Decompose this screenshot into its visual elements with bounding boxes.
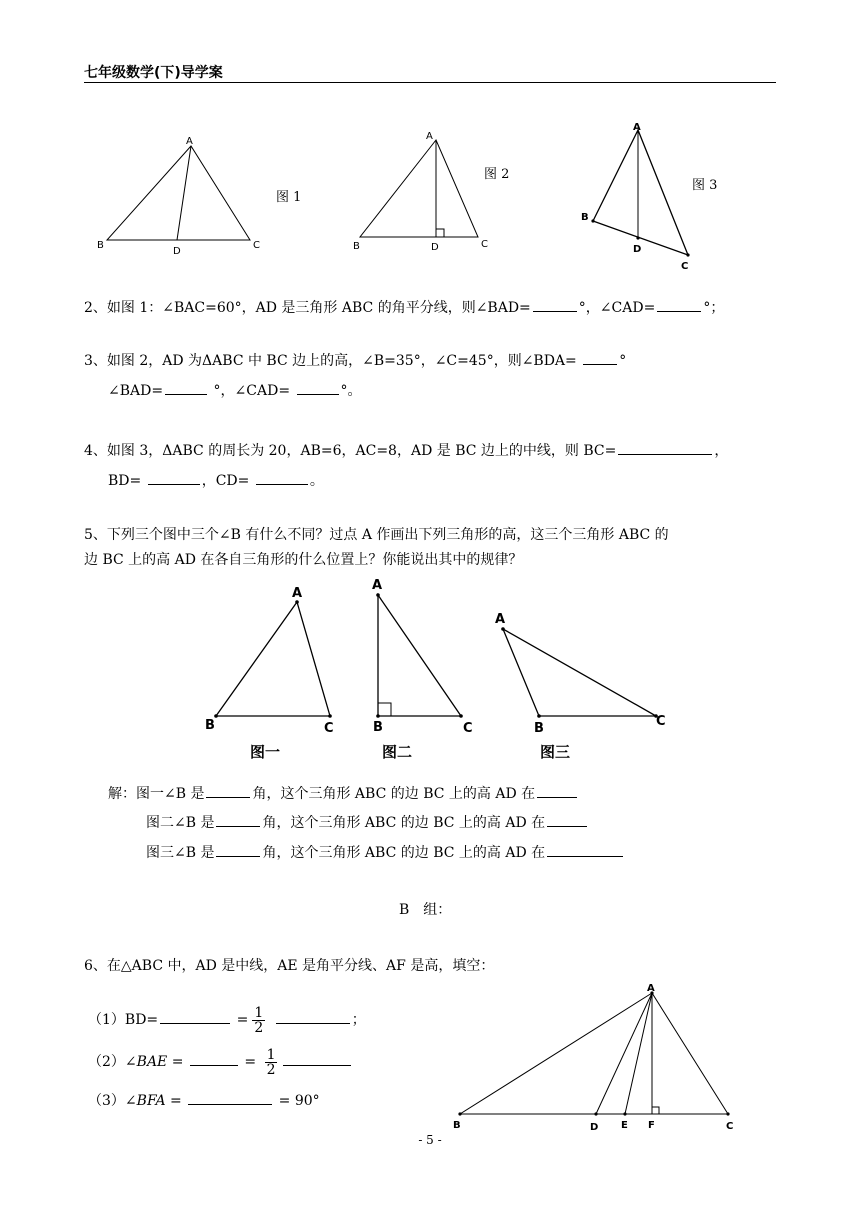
- q6-fig-label-e: E: [621, 1120, 628, 1131]
- q6-fig-label-f: F: [648, 1120, 655, 1131]
- q3-line1-post: °: [619, 353, 627, 369]
- question-4-line-2: [108, 470, 324, 490]
- figure-er-triangle: [365, 575, 485, 762]
- q6-blank-2a[interactable]: [190, 1051, 238, 1066]
- q6-fig-label-a: A: [647, 983, 655, 994]
- fig3-label-d: D: [633, 244, 642, 255]
- question-5-line-2: 边 BC 上的高 AD 在各自三角形的什么位置上？你能说出其中的规律？: [84, 552, 523, 568]
- answer-blank-1a[interactable]: [206, 783, 250, 798]
- group-b-label: B 组：: [399, 902, 452, 918]
- q6-p2-angle: ∠BAE: [124, 1054, 168, 1070]
- page-header-title: 七年级数学(下)导学案: [84, 65, 223, 81]
- question-3-line-2: [108, 380, 362, 400]
- answer-line-3: [146, 842, 625, 862]
- question-2: [84, 297, 724, 317]
- q6-blank-1a[interactable]: [160, 1009, 230, 1024]
- q4-line1-post: ，: [714, 443, 729, 459]
- q4-line2-mid: ，CD=: [201, 473, 254, 489]
- q3-blank-cad[interactable]: [297, 380, 339, 395]
- page-number: - 5 -: [418, 1133, 442, 1147]
- fig2-label-a: A: [426, 131, 433, 142]
- q6-p3-pre: （3）: [88, 1093, 125, 1109]
- question-6-stem: 6、在△ABC 中，AD 是中线，AE 是角平分线、AF 是高，填空：: [84, 958, 495, 974]
- figure-1-caption: 图 1: [276, 190, 302, 205]
- figure-3-caption: 图 3: [692, 178, 718, 193]
- figure-3-triangle: [575, 118, 705, 273]
- q2-text-mid: °，∠CAD=: [578, 300, 656, 316]
- fig3-label-b: B: [581, 212, 589, 223]
- q4-blank-bd[interactable]: [148, 470, 200, 485]
- q6-p1-eq: =: [236, 1012, 249, 1028]
- figure-yi-triangle: [200, 582, 350, 762]
- fig1-label-c: C: [253, 240, 260, 251]
- q6-p1-pre: （1）BD=: [88, 1012, 159, 1028]
- fig-san-label-b: B: [534, 721, 544, 736]
- fig2-label-d: D: [431, 242, 439, 253]
- q4-line2-pre: BD=: [108, 473, 146, 489]
- answer-line-1: [108, 783, 579, 803]
- q6-p1-end: ；: [351, 1012, 366, 1028]
- q2-blank-bad[interactable]: [533, 297, 577, 312]
- fig-yi-label-a: A: [292, 586, 303, 601]
- q6-p1-fraction: [252, 1006, 265, 1035]
- q6-p2-fraction: [265, 1048, 278, 1077]
- q6-p2-pre: （2）: [88, 1054, 125, 1070]
- fig-yi-label-b: B: [205, 718, 215, 733]
- answer-line3-mid: 角，这个三角形 ABC 的边 BC 上的高 AD 在: [262, 845, 546, 861]
- fig-er-label-b: B: [373, 720, 383, 735]
- fig3-label-a: A: [633, 122, 641, 133]
- fig-er-label-c: C: [463, 721, 473, 736]
- q6-blank-3a[interactable]: [188, 1090, 272, 1105]
- fig1-label-a: A: [186, 136, 193, 147]
- answer-line2-mid: 角，这个三角形 ABC 的边 BC 上的高 AD 在: [262, 815, 546, 831]
- answer-blank-2a[interactable]: [216, 812, 260, 827]
- q6-fig-label-b: B: [453, 1120, 461, 1131]
- q6-p1-frac-den: 2: [254, 1019, 264, 1036]
- q6-part-2: [88, 1042, 353, 1082]
- question-3-line-1: [84, 350, 626, 370]
- answer-line1-mid: 角，这个三角形 ABC 的边 BC 上的高 AD 在: [252, 786, 536, 802]
- answer-blank-2b[interactable]: [547, 812, 587, 827]
- answer-line2-pre: 图二∠B 是: [146, 815, 215, 831]
- answer-line3-pre: 图三∠B 是: [146, 845, 215, 861]
- fig-san-label-a: A: [495, 612, 506, 627]
- q6-p3-angle: ∠BFA: [124, 1093, 166, 1109]
- answer-line1-pre: 解：图一∠B 是: [108, 786, 205, 802]
- figure-1-triangle: [90, 130, 280, 260]
- answer-blank-1b[interactable]: [537, 783, 577, 798]
- q6-p1-frac-num: 1: [254, 1004, 264, 1021]
- figure-2-triangle: [350, 125, 500, 260]
- q4-line1-pre: 4、如图 3，ΔABC 的周长为 20，AB=6，AC=8，AD 是 BC 边上的中线，则 BC=: [84, 443, 617, 459]
- q4-line2-post: 。: [309, 473, 324, 489]
- q6-fig-label-c: C: [726, 1121, 734, 1132]
- fig1-label-b: B: [97, 240, 104, 251]
- q3-line2-pre: ∠BAD=: [108, 383, 164, 399]
- q6-part-1: [88, 1000, 366, 1040]
- fig-yi-label-c: C: [324, 721, 334, 736]
- fig3-label-c: C: [681, 261, 689, 272]
- q4-blank-cd[interactable]: [256, 470, 308, 485]
- answer-blank-3b[interactable]: [547, 842, 623, 857]
- fig-san-label-c: C: [656, 714, 666, 729]
- q3-line2-mid: °，∠CAD=: [209, 383, 295, 399]
- q6-p2-frac-den: 2: [266, 1061, 276, 1078]
- q3-blank-bad[interactable]: [165, 380, 207, 395]
- header-rule: [84, 82, 776, 83]
- q6-p2-eq1: =: [167, 1054, 188, 1070]
- q2-text-post: °；: [703, 300, 725, 316]
- q3-blank-bda[interactable]: [583, 350, 617, 365]
- q3-line2-post: °。: [340, 383, 362, 399]
- q6-figure-triangle: [445, 980, 745, 1135]
- q6-p3-eq2: = 90°: [274, 1093, 320, 1109]
- q6-blank-1b[interactable]: [276, 1009, 350, 1024]
- q6-fig-label-d: D: [590, 1122, 599, 1133]
- q6-blank-2b[interactable]: [283, 1051, 351, 1066]
- q4-blank-bc[interactable]: [618, 440, 712, 455]
- q2-blank-cad[interactable]: [657, 297, 701, 312]
- fig-er-label-a: A: [372, 578, 383, 593]
- answer-line-2: [146, 812, 589, 832]
- figure-san-triangle: [490, 605, 675, 762]
- q6-p2-frac-num: 1: [266, 1046, 276, 1063]
- fig-san-caption: 图三: [540, 743, 571, 761]
- question-4-line-1: [84, 440, 728, 460]
- fig-er-caption: 图二: [382, 743, 413, 761]
- fig-yi-caption: 图一: [250, 743, 281, 761]
- fig2-label-b: B: [353, 241, 360, 252]
- q6-p2-eq2: =: [239, 1054, 261, 1070]
- q6-p3-eq1: =: [165, 1093, 187, 1109]
- figure-2-caption: 图 2: [484, 167, 510, 182]
- q2-text-pre: 2、如图 1：∠BAC=60°，AD 是三角形 ABC 的角平分线，则∠BAD=: [84, 300, 531, 316]
- answer-blank-3a[interactable]: [216, 842, 260, 857]
- q6-part-3: [88, 1090, 320, 1110]
- fig1-label-d: D: [173, 246, 181, 257]
- question-5-line-1: 5、下列三个图中三个∠B 有什么不同？过点 A 作画出下列三角形的高，这三个三角形 ABC 的: [84, 527, 669, 543]
- fig2-label-c: C: [481, 239, 488, 250]
- q3-line1-pre: 3、如图 2，AD 为ΔABC 中 BC 边上的高，∠B=35°，∠C=45°，则∠BDA=: [84, 353, 582, 369]
